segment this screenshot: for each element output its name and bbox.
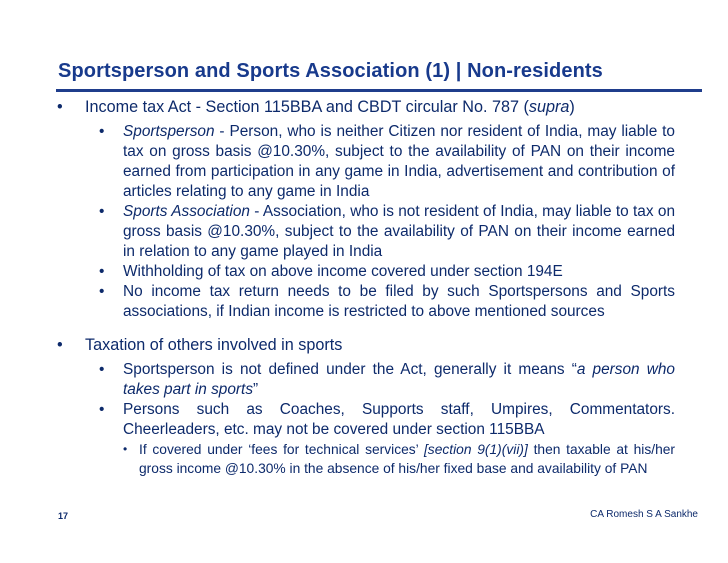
section-heading-others (57, 334, 675, 356)
bullet-icon: • (57, 336, 63, 354)
list-item-no-return (99, 282, 675, 322)
heading-text: Taxation of others involved in sports (85, 336, 343, 354)
list-item-withholding (99, 262, 675, 282)
sub-list-item-fts (123, 440, 675, 478)
term-text: Sports Association (123, 203, 250, 220)
bullet-icon: • (99, 401, 105, 418)
item-text: No income tax return needs to be filed by such Sportspersons and Sports associations, if Indian income is restricted to above mentioned sources (123, 283, 675, 320)
list-item-sportsperson (99, 122, 675, 202)
bullet-icon: • (99, 283, 105, 300)
bullet-icon: • (123, 442, 128, 456)
item-suffix: then taxable at his/her gross income @10.30% in the absence of his/her fixed base and availability of PAN (139, 442, 676, 476)
list-item-sportsperson-definition (99, 360, 675, 400)
title-divider (56, 89, 702, 92)
footer-author: CA Romesh S A Sankhe (590, 509, 698, 520)
list-item-support-staff (99, 400, 675, 440)
section-heading-115bba (57, 96, 675, 118)
term-text: Sportsperson (123, 123, 215, 140)
item-italic-text: [section 9(1)(vii)] (423, 442, 528, 457)
bullet-icon: • (99, 203, 105, 220)
slide-content (57, 96, 675, 478)
slide-title: Sportsperson and Sports Association (1) | Non-residents (58, 60, 603, 82)
list-item-sports-association (99, 202, 675, 262)
item-text: If covered under ‘fees for technical services’ (139, 442, 424, 457)
item-text: Withholding of tax on above income covered under section 194E (123, 263, 563, 280)
item-text: Sportsperson is not defined under the Act, generally it means “ (123, 361, 577, 378)
item-suffix: ” (253, 381, 259, 398)
heading-text: Income tax Act - Section 115BBA and CBDT circular No. 787 ( (85, 98, 529, 116)
item-text: Persons such as Coaches, Supports staff, Umpires, Commentators. Cheerleaders, etc. may not be covered under section 115BBA (123, 401, 675, 438)
page-number: 17 (58, 511, 69, 521)
item-text: - Person, who is neither Citizen nor resident of India, may liable to tax on gross basis @10.30%, subject to the availability of PAN on their income earned from participation in any game in India, advertisement and contribution of articles relating to any game in India (123, 123, 675, 200)
item-text: - Association, who is not resident of India, may liable to tax on gross basis @10.30%, subject to the availability of PAN on their income earned in relation to any game played in India (123, 203, 676, 260)
heading-suffix: ) (569, 98, 575, 116)
heading-italic-text: supra (528, 98, 570, 116)
bullet-icon: • (99, 123, 105, 140)
item-italic-text: a person who takes part in sports (123, 361, 675, 398)
bullet-icon: • (99, 361, 105, 378)
bullet-icon: • (99, 263, 105, 280)
bullet-icon: • (57, 98, 63, 116)
